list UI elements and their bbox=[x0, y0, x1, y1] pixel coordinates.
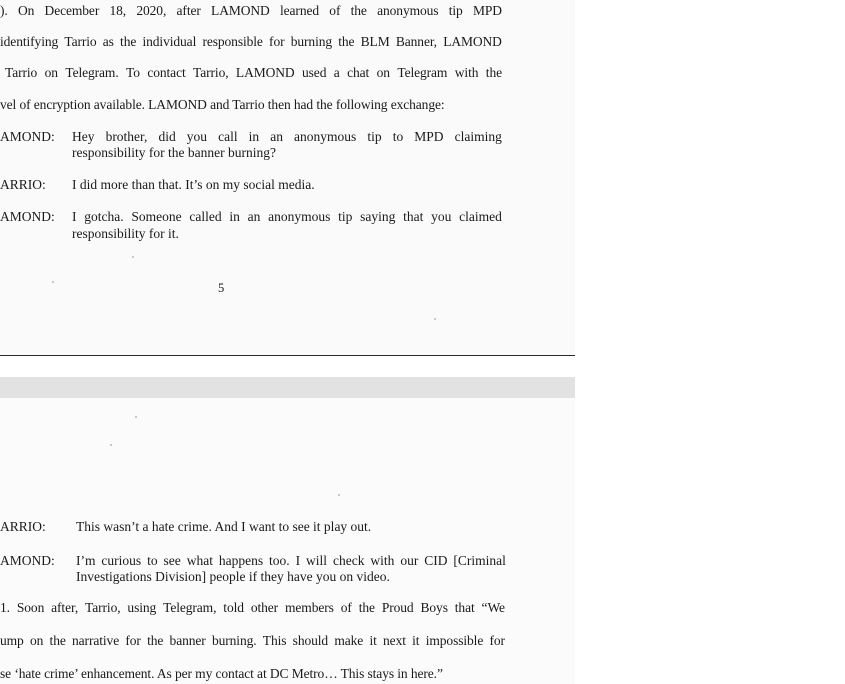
speaker-label: AMOND: bbox=[0, 209, 55, 224]
message-line: responsibility for the banner burning? bbox=[72, 145, 276, 160]
message-line: I gotcha. Someone called in an anonymous tip saying that you claimed bbox=[72, 209, 502, 224]
message-line: This wasn’t a hate crime. And I want to see it play out. bbox=[76, 519, 372, 534]
document-page-top bbox=[0, 0, 575, 356]
page-number: 5 bbox=[218, 281, 225, 295]
speaker-label: AMOND: bbox=[0, 129, 55, 144]
paragraph-line: ump on the narrative for the banner burning. This should make it next it impossible for bbox=[0, 633, 505, 648]
paragraph-line: identifying Tarrio as the individual responsible for burning the BLM Banner, LAMOND bbox=[0, 34, 502, 49]
message-line: Investigations Division] people if they have you on video. bbox=[76, 569, 390, 584]
message-line: Hey brother, did you call in an anonymous tip to MPD claiming bbox=[72, 129, 502, 144]
scan-speck bbox=[110, 444, 112, 446]
scan-speck bbox=[135, 416, 137, 418]
page-gap bbox=[0, 377, 575, 398]
paragraph-line: Tarrio on Telegram. To contact Tarrio, LAMOND used a chat on Telegram with the bbox=[5, 65, 502, 80]
paragraph-line: se ‘hate crime’ enhancement. As per my contact at DC Metro… This stays in here.” bbox=[0, 666, 443, 681]
document-page-bottom bbox=[0, 398, 575, 684]
message-line: responsibility for it. bbox=[72, 226, 179, 241]
message-line: I’m curious to see what happens too. I will check with our CID [Criminal bbox=[76, 553, 506, 568]
page-divider bbox=[0, 355, 575, 356]
scan-speck bbox=[434, 318, 436, 320]
speaker-label: ARRIO: bbox=[0, 177, 46, 192]
speaker-label: ARRIO: bbox=[0, 519, 46, 534]
paragraph-line: 1. Soon after, Tarrio, using Telegram, told other members of the Proud Boys that “We bbox=[0, 600, 505, 615]
scan-speck bbox=[52, 281, 54, 283]
speaker-label: AMOND: bbox=[0, 553, 55, 568]
scan-speck bbox=[132, 256, 134, 258]
paragraph-line: ). On December 18, 2020, after LAMOND learned of the anonymous tip MPD bbox=[0, 3, 502, 18]
scan-speck bbox=[338, 494, 340, 496]
message-line: I did more than that. It’s on my social media. bbox=[72, 177, 315, 192]
paragraph-line: vel of encryption available. LAMOND and Tarrio then had the following exchange: bbox=[0, 97, 445, 112]
